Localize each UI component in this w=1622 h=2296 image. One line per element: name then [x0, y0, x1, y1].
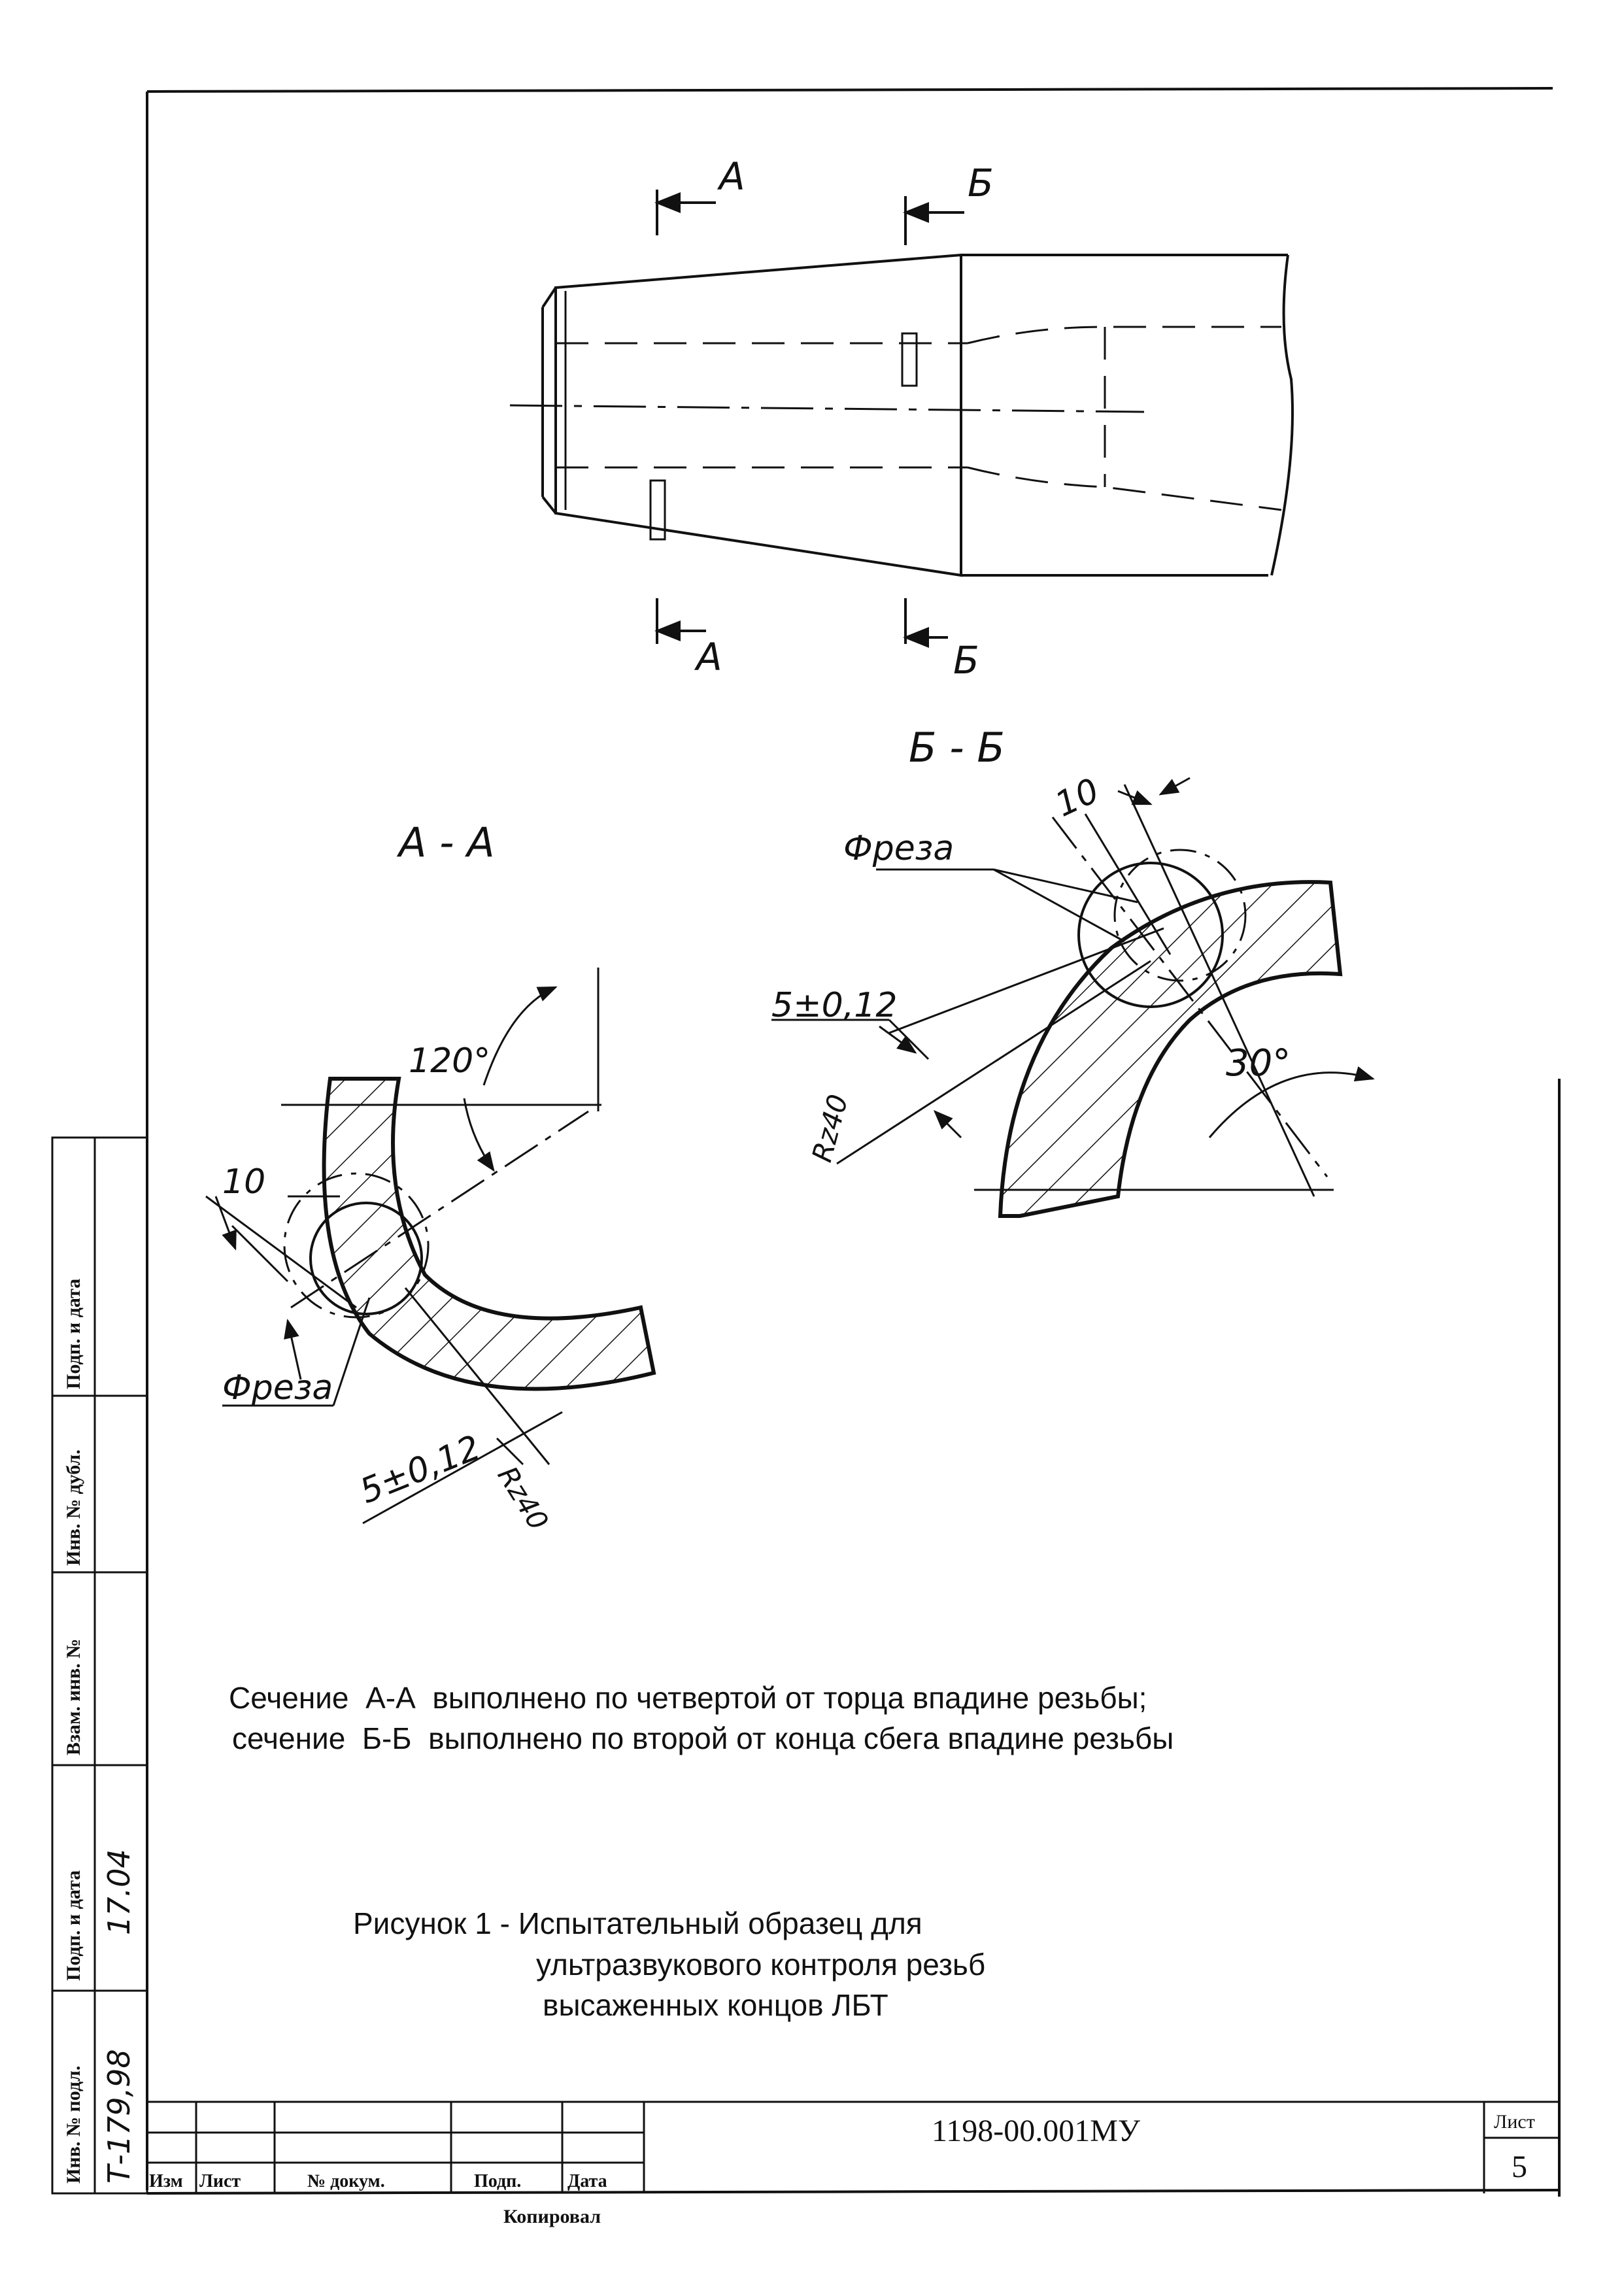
- figure-caption-line-3: высаженных концов ЛБТ: [543, 1988, 888, 2022]
- stamp-podp-data-1: Подп. и дата: [63, 1870, 84, 1981]
- note-line-2: [232, 1721, 1174, 1756]
- section-label-b-bottom: Б: [953, 638, 979, 683]
- section-label-b-top: Б: [968, 161, 994, 205]
- bb-angle-label: 30°: [1226, 1042, 1291, 1085]
- section-marker-a-top: [657, 190, 716, 235]
- aa-cutter-label: Фреза: [222, 1368, 333, 1408]
- aa-angle-label: 120°: [409, 1041, 491, 1081]
- note-2-prefix: сечение: [232, 1721, 346, 1755]
- title-col-list: Лист: [199, 2171, 241, 2191]
- view-title-bb: Б - Б: [909, 724, 1005, 771]
- title-sheet-number: 5: [1512, 2150, 1527, 2184]
- title-col-sign: Подп.: [474, 2171, 522, 2191]
- stamp-inv-dubl: Инв. № дубл.: [63, 1449, 84, 1566]
- figure-caption-line-2: ультразвукового контроля резьб: [536, 1948, 986, 1982]
- bb-roughness-label: Rz40: [805, 1090, 854, 1166]
- title-col-date: Дата: [567, 2171, 607, 2191]
- aa-tolerance-label: 5±0,12: [354, 1428, 486, 1512]
- section-marker-b-top: [905, 196, 964, 245]
- section-aa-ring: [324, 1079, 654, 1389]
- note-1-section: А-А: [365, 1681, 416, 1715]
- note-1-prefix: Сечение: [229, 1681, 349, 1715]
- section-label-a-bottom: А: [696, 635, 722, 679]
- stamp-podp-data-2: Подп. и дата: [63, 1278, 84, 1389]
- stamp-inv-podl: Инв. № подл.: [63, 2065, 84, 2184]
- title-col-izm: Изм: [149, 2171, 183, 2191]
- aa-roughness-label: Rz40: [491, 1460, 555, 1536]
- stamp-handwritten-inv: Т-179,98: [101, 2049, 137, 2184]
- bb-dim-10: 10: [1049, 771, 1106, 825]
- stamp-vzam-inv: Взам. инв. №: [63, 1638, 84, 1755]
- section-marker-b-bottom: [905, 598, 948, 644]
- section-label-a-top: А: [719, 154, 745, 199]
- note-line-1: [229, 1680, 1147, 1715]
- title-footer-text: Копировал: [503, 2206, 601, 2227]
- main-view-axis: [510, 405, 1144, 412]
- title-col-doc: № докум.: [307, 2171, 385, 2191]
- title-doc-number: 1198-00.001МУ: [932, 2114, 1140, 2148]
- note-2-text: выполнено по второй от конца сбега впадине резьбы: [428, 1721, 1174, 1755]
- note-2-section: Б-Б: [362, 1721, 412, 1755]
- bb-tolerance-label: 5±0,12: [771, 986, 898, 1025]
- title-sheet-label: Лист: [1494, 2111, 1535, 2133]
- aa-dim-10: 10: [222, 1162, 266, 1202]
- part-main-view: [543, 255, 1293, 575]
- note-1-text: выполнено по четвертой от торца впадине резьбы;: [432, 1681, 1147, 1715]
- view-title-aa: А - А: [399, 819, 495, 866]
- stamp-handwritten-date: 17.04: [101, 1849, 137, 1935]
- figure-caption-line-1: Рисунок 1 - Испытательный образец для: [353, 1906, 922, 1940]
- bb-cutter-label: Фреза: [843, 829, 955, 868]
